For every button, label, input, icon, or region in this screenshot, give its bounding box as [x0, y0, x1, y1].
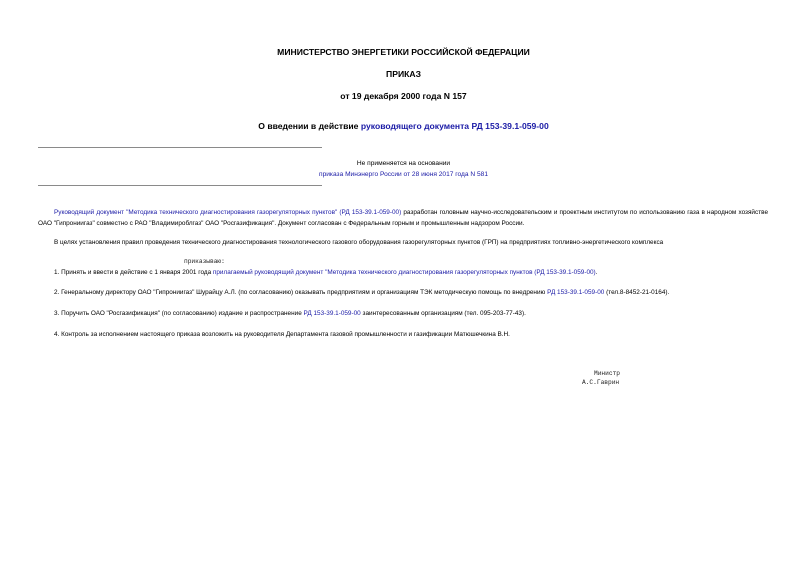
subject-link[interactable]: руководящего документа РД 153-39.1-059-00: [360, 121, 549, 131]
item1-end: .: [595, 269, 598, 276]
item2-end: (тел.8-8452-21-0164).: [604, 289, 670, 296]
signature-name: А.С.Гаврин: [582, 379, 620, 386]
order-item-4: 4. Контроль за исполнением настоящего приказа возложить на руководителя Департамента газовой промышленности и газификации Матюшечкина В.Н.: [54, 331, 510, 338]
subject-prefix: О введении в действие: [258, 121, 361, 131]
ministry-heading: МИНИСТЕРСТВО ЭНЕРГЕТИКИ РОССИЙСКОЙ ФЕДЕРАЦИИ: [277, 47, 530, 57]
item2-link[interactable]: РД 153-39.1-059-00: [547, 289, 605, 296]
divider-top: [38, 147, 322, 148]
item3-link[interactable]: РД 153-39.1-059-00: [303, 310, 361, 317]
paragraph-purpose: В целях установления правил проведения технического диагностирования технологического газового оборудования газорегуляторных пунктов (ГРП) на предприятиях топливно-энергетического комплекса: [54, 239, 664, 246]
notice-link[interactable]: приказа Минэнерго России от 28 июня 2017 года N 581: [319, 171, 488, 178]
intro-doc-link[interactable]: Руководящий документ "Методика технического диагностирования газорегуляторных пунктов" (РД 153-39.1-059-00): [54, 209, 402, 216]
order-item-2: [38, 288, 768, 299]
divider-bottom: [38, 185, 322, 186]
order-word: приказываю:: [184, 258, 225, 265]
order-item-1: [38, 268, 768, 279]
doc-type-heading: ПРИКАЗ: [386, 69, 421, 79]
paragraph-intro: [38, 208, 768, 229]
order-item-3: [38, 309, 768, 320]
item1-text: 1. Принять и ввести в действие с 1 января 2001 года: [54, 269, 213, 276]
signature-title: Министр: [594, 370, 620, 377]
item2-text: 2. Генеральному директору ОАО "Гипрониигаз" Шурайцу А.Л. (по согласованию) оказывать предприятиям и организациям ТЭК методическую помощь по внедрению: [54, 289, 548, 296]
item3-text: 3. Поручить ОАО "Росгазификация" (по согласованию) издание и распространение: [54, 310, 304, 317]
intro-text: разработан головным научно-исследовательским и проектным институтом по использованию газа в народном хозяйстве ОАО "Гипрониигаз" совместно с РАО "Владимироблгаз" ОАО "Росгазификация". Документ согласован с Федеральным горным и промышленным надзором России.: [38, 209, 769, 227]
item3-end: заинтересованным организациям (тел. 095-203-77-43).: [360, 310, 526, 317]
notice-line1: Не применяется на основании: [356, 160, 451, 167]
item1-link[interactable]: прилагаемый руководящий документ "Методика технического диагностирования газорегуляторных пунктов (РД 153-39.1-059-00): [212, 269, 596, 276]
date-number-heading: от 19 декабря 2000 года N 157: [340, 91, 467, 101]
subject-heading: [0, 121, 807, 131]
